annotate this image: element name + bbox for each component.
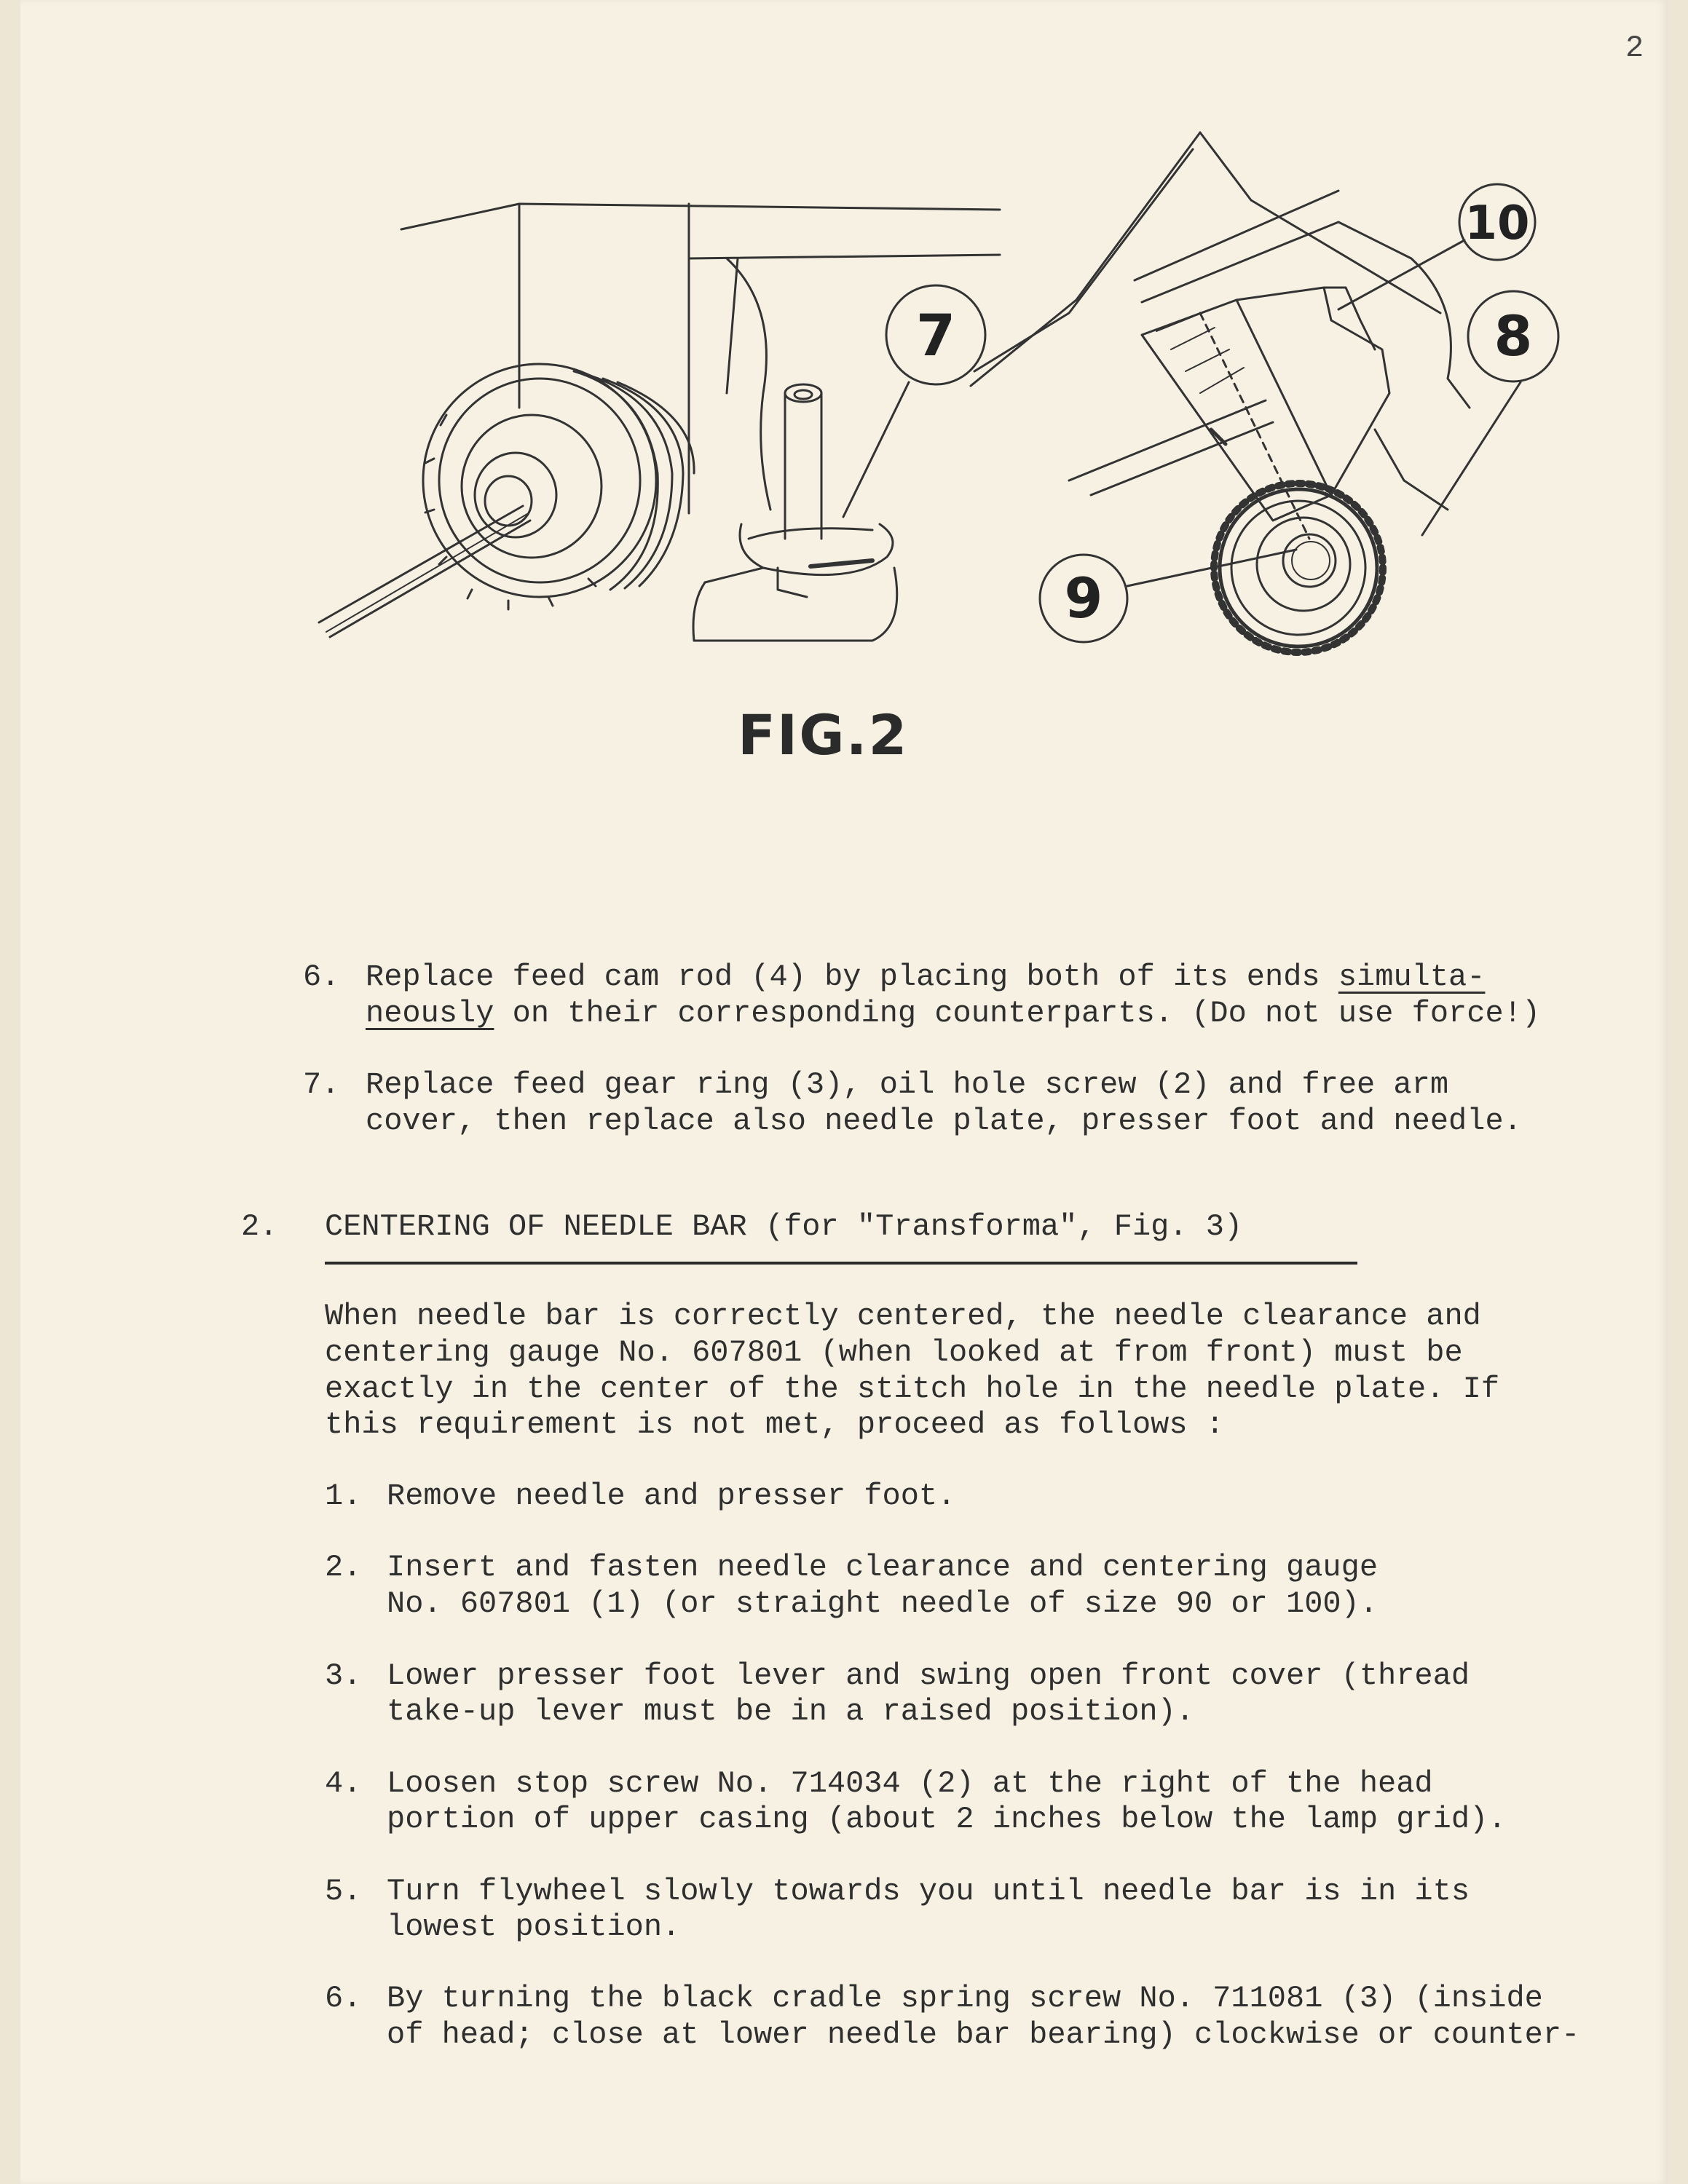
step-line: of head; close at lower needle bar bearing) clockwise or counter- (387, 2017, 1580, 2052)
flywheel-assembly (319, 364, 694, 637)
svg-text:7: 7 (915, 304, 956, 369)
callout-7 (843, 285, 985, 517)
fig-2-drawing (297, 131, 1579, 713)
gear-ring-part (693, 384, 897, 641)
step-number: 6. (303, 960, 340, 994)
step-number: 1. (325, 1479, 362, 1514)
page-number: 2 (1625, 31, 1644, 66)
step-number: 4. (325, 1766, 362, 1801)
step-line: Lower presser foot lever and swing open front cover (thread (387, 1658, 1470, 1693)
machine-casing (401, 204, 1000, 513)
svg-text:10: 10 (1464, 197, 1530, 250)
step-number: 5. (325, 1874, 362, 1909)
step-line: portion of upper casing (about 2 inches below the lamp grid). (387, 1802, 1507, 1837)
step-line: Insert and fasten needle clearance and centering gauge (387, 1550, 1379, 1585)
step-number: 6. (325, 1981, 362, 2016)
step-line: Replace feed cam rod (4) by placing both of its ends simulta- (366, 960, 1486, 994)
step-line: take-up lever must be in a raised position). (387, 1694, 1194, 1729)
step-line: By turning the black cradle spring screw No. 711081 (3) (inside (387, 1981, 1543, 2016)
step-number: 3. (325, 1658, 362, 1693)
svg-text:8: 8 (1494, 304, 1533, 368)
section-number: 2. (241, 1209, 278, 1244)
step-line: neously on their corresponding counterparts. (Do not use force!) (366, 996, 1541, 1031)
step-line: Turn flywheel slowly towards you until needle bar is in its (387, 1874, 1470, 1909)
callout-8 (1422, 291, 1558, 535)
step-line: cover, then replace also needle plate, presser foot and needle. (366, 1104, 1522, 1139)
step-number: 7. (303, 1067, 340, 1102)
step-line: Loosen stop screw No. 714034 (2) at the right of the head (387, 1766, 1433, 1801)
section-title: CENTERING OF NEEDLE BAR (for "Transforma", Fig. 3) (325, 1209, 1243, 1244)
intro-line: this requirement is not met, proceed as follows : (325, 1407, 1225, 1442)
free-arm-assembly (971, 132, 1470, 652)
step-number: 2. (325, 1550, 362, 1585)
intro-line: centering gauge No. 607801 (when looked at from front) must be (325, 1335, 1463, 1370)
svg-text:9: 9 (1064, 566, 1103, 630)
section-rule (325, 1262, 1357, 1265)
step-line: No. 607801 (1) (or straight needle of size 90 or 100). (387, 1586, 1379, 1621)
step-line: Remove needle and presser foot. (387, 1479, 956, 1514)
step-line: Replace feed gear ring (3), oil hole screw (2) and free arm (366, 1067, 1449, 1102)
intro-line: exactly in the center of the stitch hole in the needle plate. If (325, 1372, 1500, 1406)
intro-line: When needle bar is correctly centered, the needle clearance and (325, 1299, 1481, 1334)
figure-caption: FIG.2 (738, 703, 909, 767)
step-line: lowest position. (387, 1910, 681, 1944)
manual-page (20, 0, 1668, 2184)
